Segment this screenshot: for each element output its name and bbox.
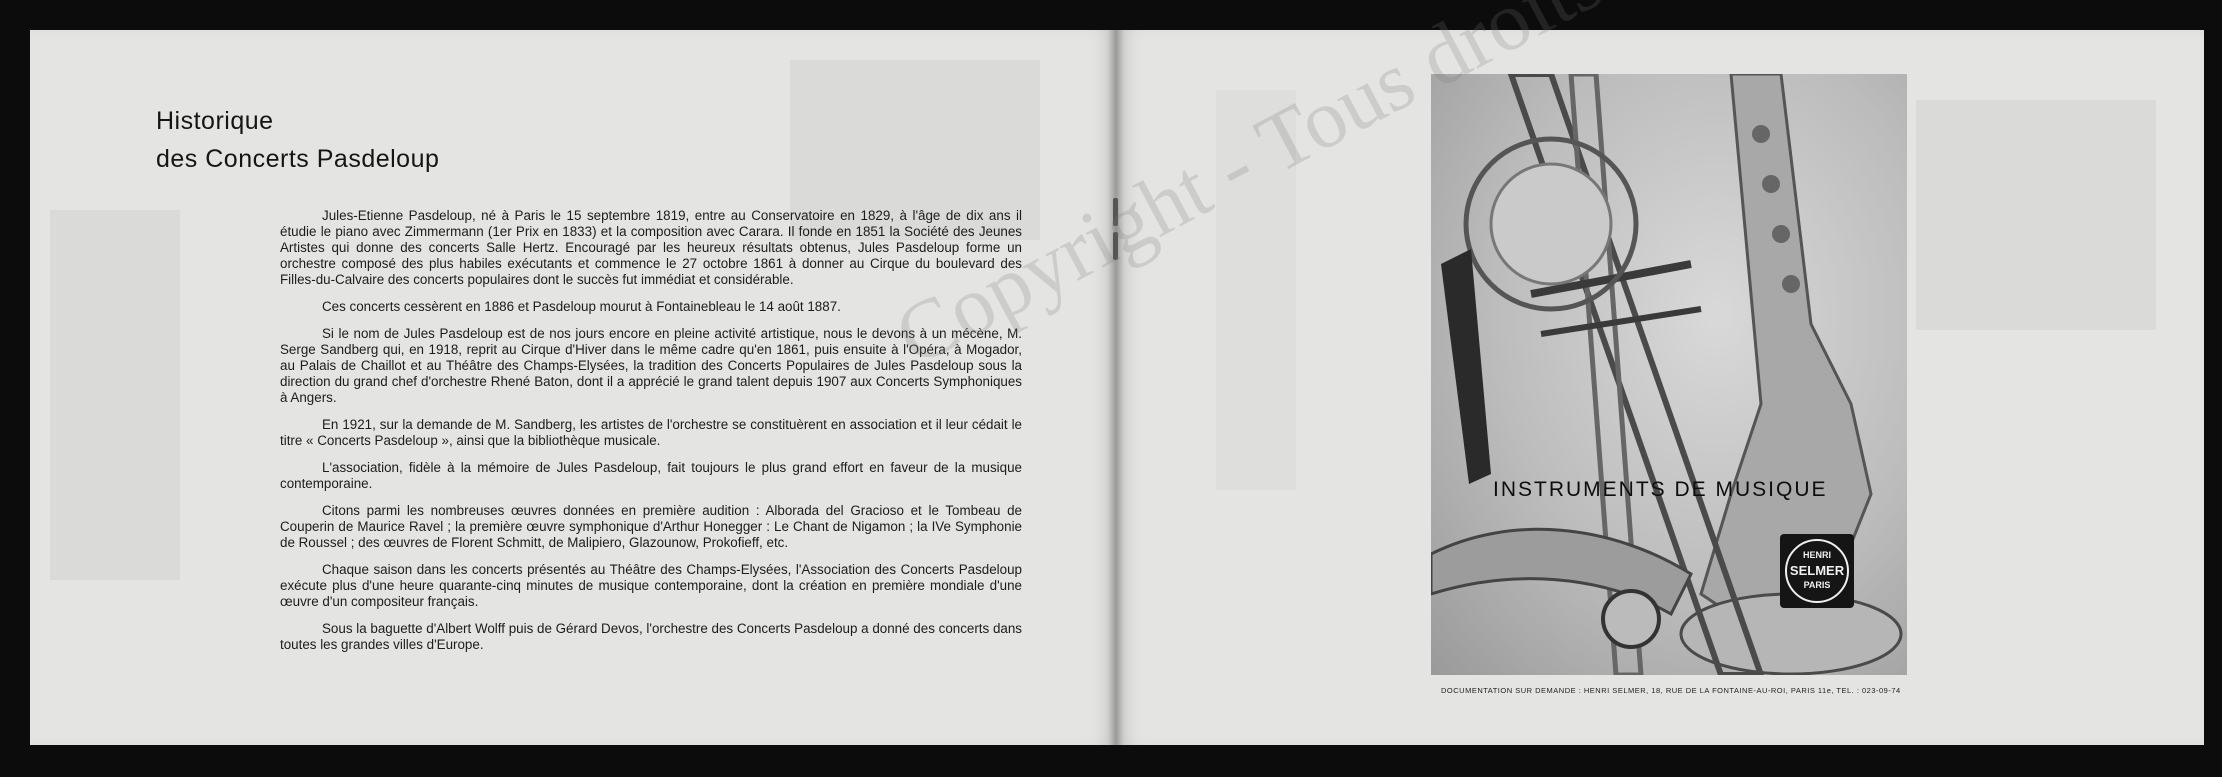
- ad-caption: DOCUMENTATION SUR DEMANDE : HENRI SELMER, 18, RUE DE LA FONTAINE-AU-ROI, PARIS 11e, TEL. : 023-09-74: [1441, 686, 1901, 695]
- selmer-logo: [1780, 534, 1854, 608]
- left-page: [30, 30, 1116, 745]
- logo-line-1: HENRI: [1802, 550, 1831, 560]
- show-through-block: [1916, 100, 2156, 330]
- paragraph: En 1921, sur la demande de M. Sandberg, les artistes de l'orchestre se constituèrent en association et il leur cédait le titre « Concerts Pasdeloup », ainsi que la bibliothèque musicale.: [280, 417, 1022, 448]
- show-through-block: [50, 210, 180, 580]
- paragraph: Si le nom de Jules Pasdeloup est de nos jours encore en pleine activité artistique, nous le devons à un mécène, M. Serge Sandberg qui, en 1918, reprit au Cirque d'Hiver dans le même cadre qu'en 1861, puis ensuite à l'Opéra, à Mogador, au Palais de Chaillot et au Théâtre des Champs-Elysées, la tradition des Concerts Populaires de Jules Pasdeloup sous la direction du grand chef d'orchestre Rhené Baton, dont il a apprécié le grand talent depuis 1907 aux Concerts Symphoniques à Angers.: [280, 326, 1022, 405]
- paragraph: Jules-Etienne Pasdeloup, né à Paris le 15 septembre 1819, entre au Conservatoire en 1829, à l'âge de dix ans il étudie le piano avec Zimmermann (1er Prix en 1833) et la composition avec Carara. Il fonde en 1851 la Société des Jeunes Artistes qui donne des concerts Salle Hertz. Encouragé par les heureux résultats obtenus, Jules Pasdeloup forme un orchestre composé des plus habiles exécutants et commence le 27 octobre 1861 à donner au Cirque du boulevard des Filles-du-Calvaire des concerts populaires dont le succès fut immédiat et considérable.: [280, 208, 1022, 287]
- paragraph: Citons parmi les nombreuses œuvres données en première audition : Alborada del Gracioso et le Tombeau de Couperin de Maurice Ravel ; la première œuvre symphonique d'Arthur Honegger : Le Chant de Nigamon ; la IVe Symphonie de Roussel ; des œuvres de Florent Schmitt, de Malipiero, Glazounow, Prokofieff, etc.: [280, 503, 1022, 550]
- book-gutter: [1108, 30, 1124, 745]
- paragraph: Sous la baguette d'Albert Wolff puis de Gérard Devos, l'orchestre des Concerts Pasdeloup a donné des concerts dans toutes les grandes villes d'Europe.: [280, 621, 1022, 652]
- page-title: [156, 102, 439, 178]
- selmer-advertisement: [1431, 74, 1907, 675]
- title-line-1: Historique: [156, 107, 274, 135]
- logo-line-3: PARIS: [1803, 580, 1831, 590]
- paragraph: L'association, fidèle à la mémoire de Jules Pasdeloup, fait toujours le plus grand effort en faveur de la musique contemporaine.: [280, 460, 1022, 491]
- history-text: [280, 208, 1022, 664]
- paragraph: Chaque saison dans les concerts présentés au Théâtre des Champs-Elysées, l'Association des Concerts Pasdeloup exécute plus d'une heure quarante-cinq minutes de musique contemporaine, dont la création en première mondiale d'une œuvre d'un compositeur français.: [280, 562, 1022, 609]
- paragraph: Ces concerts cessèrent en 1886 et Pasdeloup mourut à Fontainebleau le 14 août 1887.: [322, 299, 841, 314]
- logo-line-2: SELMER: [1789, 563, 1845, 578]
- copyright-watermark: Copyright - Tous droits: [880, 0, 1617, 384]
- ad-headline: INSTRUMENTS DE MUSIQUE: [1493, 478, 1828, 501]
- title-line-2: des Concerts Pasdeloup: [156, 145, 440, 173]
